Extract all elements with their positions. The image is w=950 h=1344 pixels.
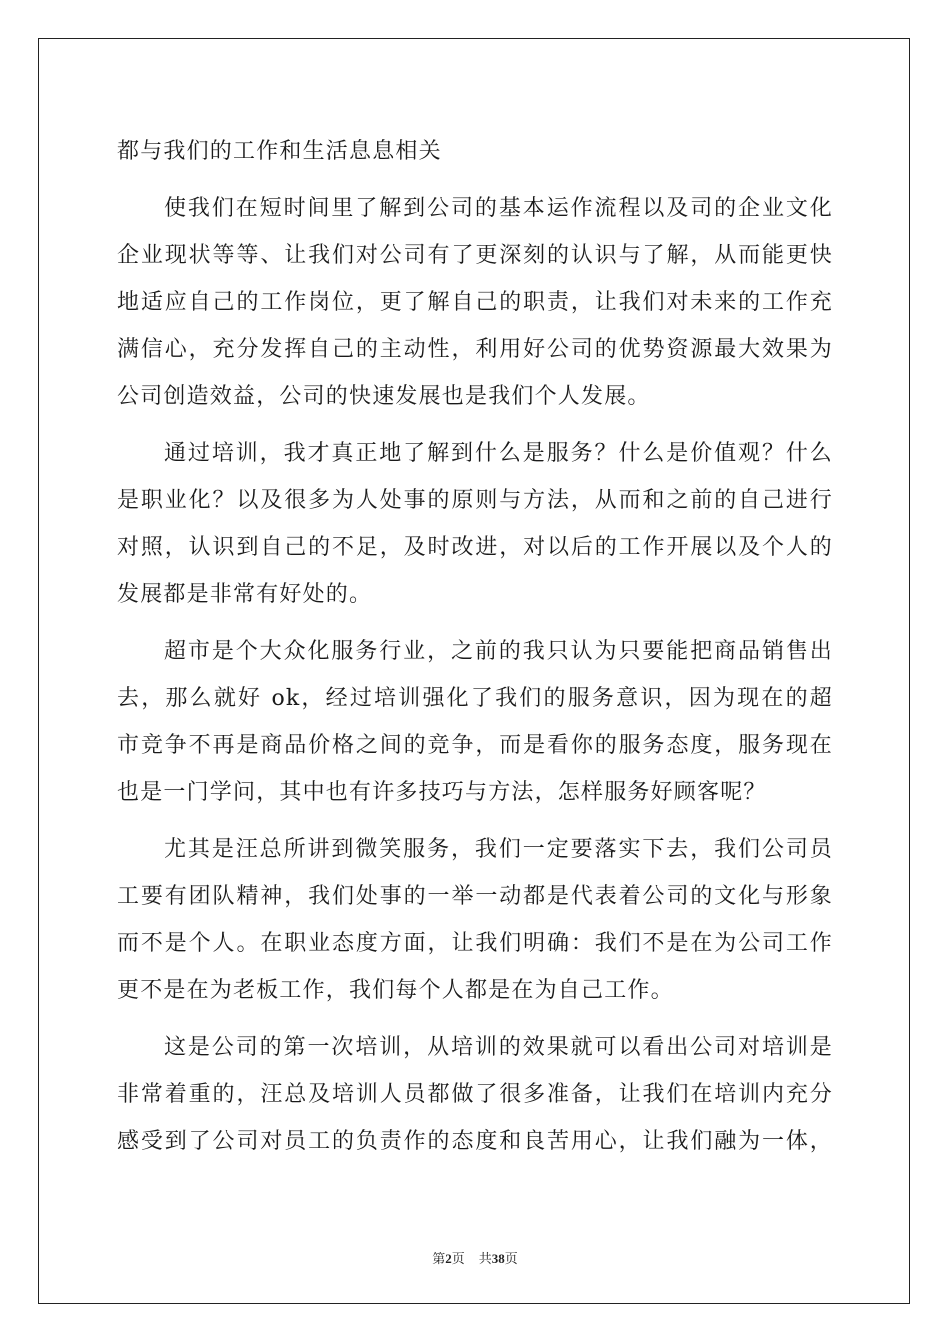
text-line: 去，那么就好 ok，经过培训强化了我们的服务意识，因为现在的超 [117, 686, 833, 711]
paragraph-first-line: 通过培训，我才真正地了解到什么是服务？什么是价值观？什么 [164, 441, 833, 466]
text-line: 满信心，充分发挥自己的主动性，利用好公司的优势资源最大效果为 [117, 337, 833, 362]
text-line: 都与我们的工作和生活息息相关 [117, 139, 442, 164]
text-line: 也是一门学问，其中也有许多技巧与方法，怎样服务好顾客呢？ [117, 780, 767, 805]
text-line: 感受到了公司对员工的负责作的态度和良苦用心，让我们融为一体， [117, 1129, 833, 1154]
total-suffix: 页 [504, 1252, 518, 1267]
text-line: 非常着重的，汪总及培训人员都做了很多准备，让我们在培训内充分 [117, 1082, 833, 1107]
page-number: 2 [445, 1251, 452, 1266]
text-line: 而不是个人。在职业态度方面，让我们明确：我们不是在为公司工作 [117, 931, 833, 956]
text-line: 企业现状等等、让我们对公司有了更深刻的认识与了解，从而能更快 [117, 243, 833, 268]
page-suffix: 页 [451, 1252, 465, 1267]
paragraph-first-line: 使我们在短时间里了解到公司的基本运作流程以及司的企业文化 [164, 196, 833, 221]
page-footer [0, 1248, 950, 1267]
page-prefix: 第 [432, 1252, 446, 1267]
paragraph-first-line: 尤其是汪总所讲到微笑服务，我们一定要落实下去，我们公司员 [164, 837, 833, 862]
text-line: 更不是在为老板工作，我们每个人都是在为自己工作。 [117, 978, 674, 1003]
text-line: 地适应自己的工作岗位，更了解自己的职责，让我们对未来的工作充 [117, 290, 833, 315]
text-line: 市竞争不再是商品价格之间的竞争，而是看你的服务态度，服务现在 [117, 733, 833, 758]
total-pages: 38 [491, 1251, 505, 1266]
paragraph-first-line: 超市是个大众化服务行业，之前的我只认为只要能把商品销售出 [164, 639, 833, 664]
text-line: 发展都是非常有好处的。 [117, 582, 373, 607]
total-prefix: 共 [478, 1252, 492, 1267]
document-body [117, 128, 833, 1165]
text-line: 是职业化？以及很多为人处事的原则与方法，从而和之前的自己进行 [117, 488, 833, 513]
text-line: 对照，认识到自己的不足，及时改进，对以后的工作开展以及个人的 [117, 535, 833, 560]
text-line: 公司创造效益，公司的快速发展也是我们个人发展。 [117, 384, 651, 409]
paragraph-first-line: 这是公司的第一次培训，从培训的效果就可以看出公司对培训是 [164, 1035, 833, 1060]
text-line: 工要有团队精神，我们处事的一举一动都是代表着公司的文化与形象 [117, 884, 833, 909]
